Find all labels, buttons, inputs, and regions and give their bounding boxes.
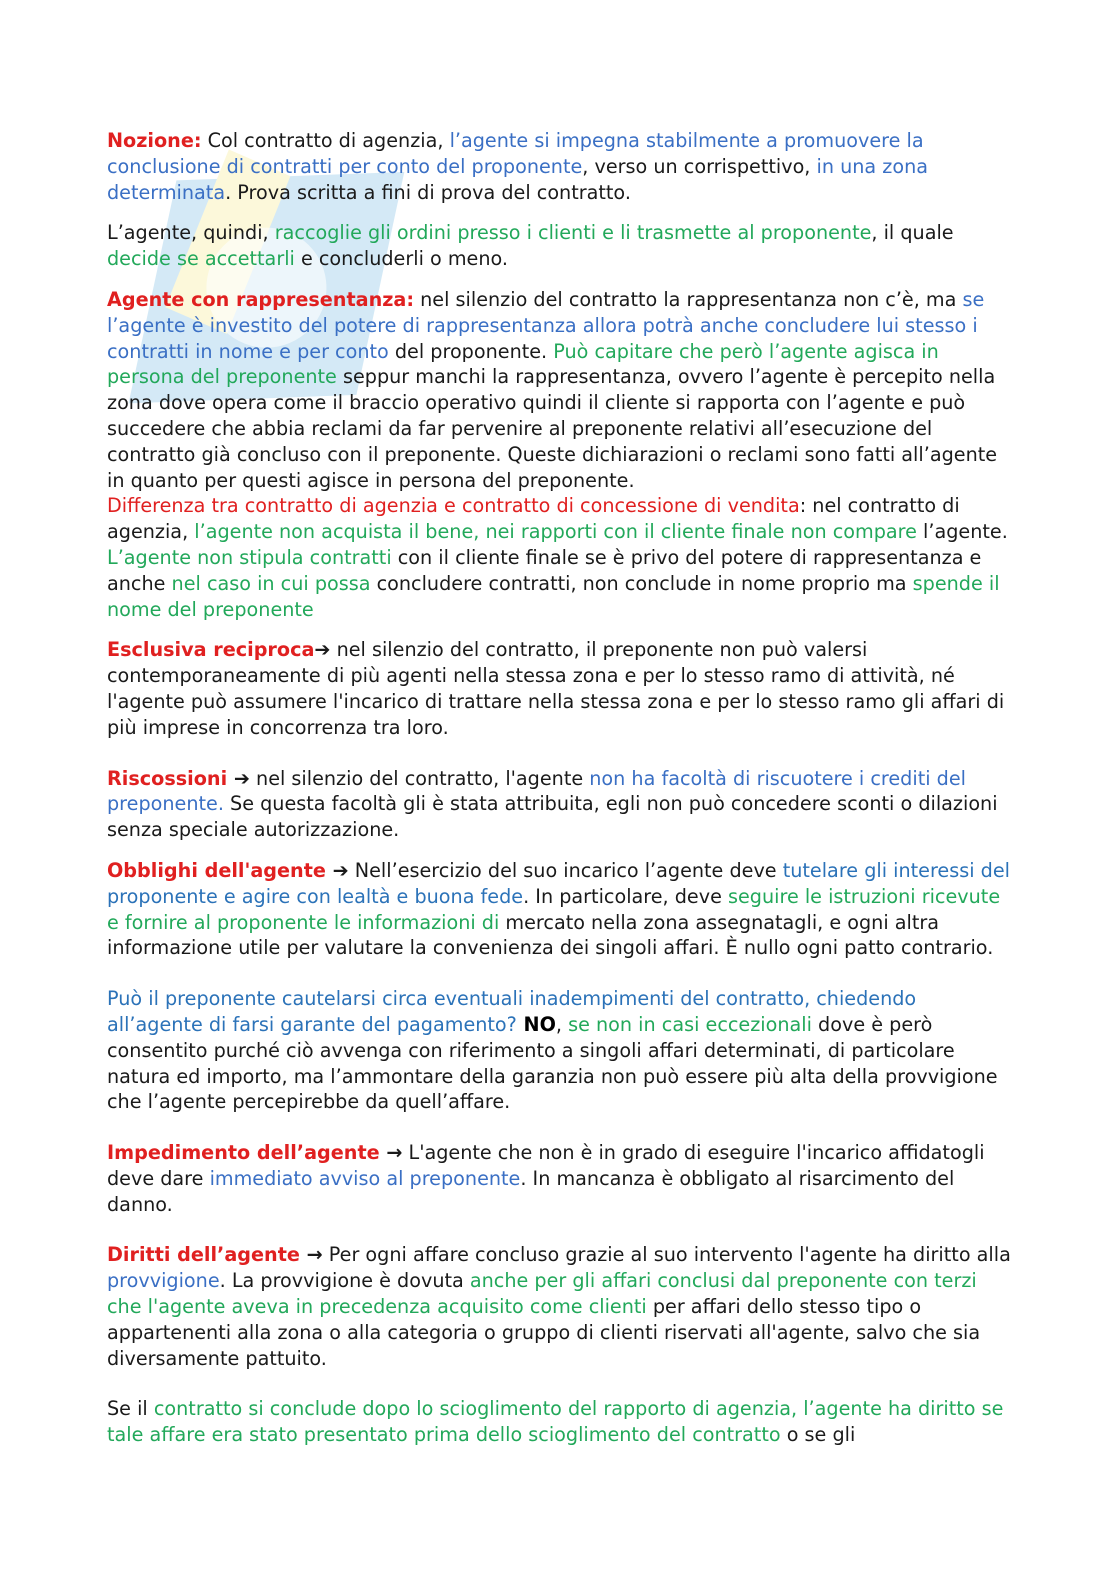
- text: concludere contratti, non conclude in nome proprio ma: [370, 571, 913, 595]
- heading-rappresentanza: Agente con rappresentanza:: [107, 287, 415, 311]
- question-text: Può il preponente cautelarsi circa eventuali inadempimenti del contratto, chiedendo all’agente di farsi garante del pagamento?: [107, 987, 917, 1036]
- arrow-icon: ➔: [325, 858, 349, 882]
- text: mercato nella zona assegnatagli, e ogni altra informazione utile per valutare la convenienza dei singoli affari. È nullo ogni patto contrario.: [107, 910, 994, 960]
- text: L’agente, quindi,: [107, 221, 275, 245]
- highlight-blue: provvigione: [107, 1269, 220, 1293]
- highlight-blue: non ha facoltà di riscuotere i crediti del preponente.: [107, 766, 966, 816]
- highlight-green: nel caso in cui possa: [171, 571, 371, 595]
- text: Se questa facoltà gli è stata attribuita, egli non può concedere sconti o dilazioni senza speciale autorizzazione.: [107, 792, 998, 842]
- text: o se gli: [780, 1423, 856, 1447]
- paragraph-agente-quindi: [107, 220, 1012, 272]
- text: nel silenzio del contratto, il preponente non può valersi contemporaneamente di più agenti nella stessa zona e per lo stesso ramo di attività, né l'agente può assumere l'incarico di trattare nella stessa zona e per lo stesso ramo gli affari di più imprese in concorrenza tra loro.: [107, 638, 1005, 739]
- text: Nell’esercizio del suo incarico l’agente deve: [348, 858, 783, 882]
- highlight-green: spende il nome del preponente: [107, 571, 1000, 621]
- highlight-green: L’agente non stipula contratti: [107, 545, 392, 569]
- text: , il quale: [871, 221, 954, 245]
- highlight-green: seguire le istruzioni ricevute e fornire al proponente le informazioni di: [107, 884, 1001, 934]
- text: nel silenzio del contratto, l'agente: [249, 766, 590, 790]
- paragraph-obblighi: [107, 858, 1012, 961]
- paragraph-garanzia: [107, 986, 1012, 1115]
- paragraph-nozione: [107, 128, 1012, 205]
- paragraph-scioglimento: [107, 1396, 1012, 1448]
- arrow-icon: →: [299, 1243, 323, 1267]
- text: , verso un corrispettivo,: [582, 154, 817, 178]
- paragraph-riscossioni: [107, 766, 1012, 843]
- highlight-green: Può capitare che però l’agente agisca in persona del preponente: [107, 339, 939, 389]
- text: ,: [555, 1012, 569, 1036]
- heading-diritti: Diritti dell’agente: [107, 1243, 300, 1267]
- highlight-green: se non in casi eccezionali: [568, 1012, 812, 1036]
- text: . In mancanza è obbligato al risarcimento del danno.: [107, 1166, 955, 1216]
- text: Se il: [107, 1397, 154, 1421]
- paragraph-impedimento: [107, 1140, 1012, 1217]
- text: seppur manchi la rappresentanza, ovvero l’agente è percepito nella zona dove opera come il braccio operativo quindi il cliente si rapporta con l’agente e può succedere che abbia reclami da far pervenire al preponente relativi all’esecuzione del contratto già concluso con il preponente. Queste dichiarazioni o reclami sono fatti all’agente in quanto per questi agisce in persona del preponente.: [107, 365, 998, 492]
- highlight-green: raccoglie gli ordini presso i clienti e li trasmette al proponente: [274, 221, 872, 245]
- document-body: [107, 128, 1012, 1463]
- text: nel silenzio del contratto la rappresentanza non c’è, ma: [414, 287, 963, 311]
- highlight-green: decide se accettarli: [107, 247, 295, 271]
- heading-impedimento: Impedimento dell’agente: [107, 1141, 380, 1165]
- text: con il cliente finale se è privo del potere di rappresentanza e anche: [107, 545, 982, 595]
- highlight-blue: immediato avviso al preponente: [209, 1166, 521, 1190]
- text: . La provvigione è dovuta: [219, 1269, 470, 1293]
- arrow-icon: ➔: [314, 638, 331, 662]
- text: : nel contratto di agenzia,: [107, 494, 960, 544]
- text: dove è però consentito purché ciò avvenga con riferimento a singoli affari determinati, di particolare natura ed importo, ma l’ammontare della garanzia non può essere più alta della provvigione che l’agente percepirebbe da quell’affare.: [107, 1012, 998, 1114]
- text: l’agente.: [916, 520, 1008, 544]
- text: . Prova scritta a fini di prova del contratto.: [225, 180, 631, 204]
- highlight-green: anche per gli affari conclusi dal preponente con terzi che l'agente aveva in precedenza acquisito come clienti: [107, 1269, 977, 1319]
- paragraph-rappresentanza: [107, 287, 1012, 493]
- text: L'agente che non è in grado di eseguire l'incarico affidatogli deve dare: [107, 1141, 985, 1190]
- text: per affari dello stesso tipo o appartenenti alla zona o alla categoria o gruppo di clienti riservati all'agente, salvo che sia diversamente pattuito.: [107, 1295, 981, 1370]
- heading-nozione: Nozione:: [107, 129, 202, 152]
- arrow-icon: ➔: [227, 766, 250, 790]
- answer-no: NO: [516, 1012, 556, 1036]
- highlight-blue: in una zona determinata: [107, 154, 929, 204]
- text: del proponente.: [388, 339, 554, 363]
- heading-obblighi: Obblighi dell'agente: [107, 858, 326, 882]
- highlight-blue: se l’agente è investito del potere di rappresentanza allora potrà anche concludere lui stesso i contratti in nome e per conto: [107, 287, 985, 363]
- paragraph-differenza: [107, 493, 1012, 622]
- text: Per ogni affare concluso grazie al suo intervento l'agente ha diritto alla: [322, 1243, 1011, 1267]
- text: Col contratto di agenzia,: [201, 129, 450, 152]
- heading-differenza: Differenza tra contratto di agenzia e contratto di concessione di vendita: [107, 494, 800, 518]
- text: e concluderli o meno.: [294, 247, 508, 271]
- arrow-icon: →: [379, 1141, 403, 1165]
- highlight-blue: l’agente si impegna stabilmente a promuovere la conclusione di contratti per conto del proponente: [107, 129, 924, 178]
- text: . In particolare, deve: [523, 884, 728, 908]
- paragraph-diritti: [107, 1242, 1012, 1371]
- paragraph-esclusiva: [107, 637, 1012, 740]
- heading-riscossioni: Riscossioni: [107, 766, 228, 790]
- heading-esclusiva: Esclusiva reciproca: [107, 638, 315, 662]
- highlight-blue: tutelare gli interessi del proponente e agire con lealtà e buona fede: [107, 858, 1010, 908]
- highlight-green: l’agente non acquista il bene, nei rapporti con il cliente finale non compare: [194, 520, 917, 544]
- highlight-green: contratto si conclude dopo lo scioglimento del rapporto di agenzia, l’agente ha diritto se tale affare era stato presentato prima dello scioglimento del contratto: [107, 1397, 1004, 1447]
